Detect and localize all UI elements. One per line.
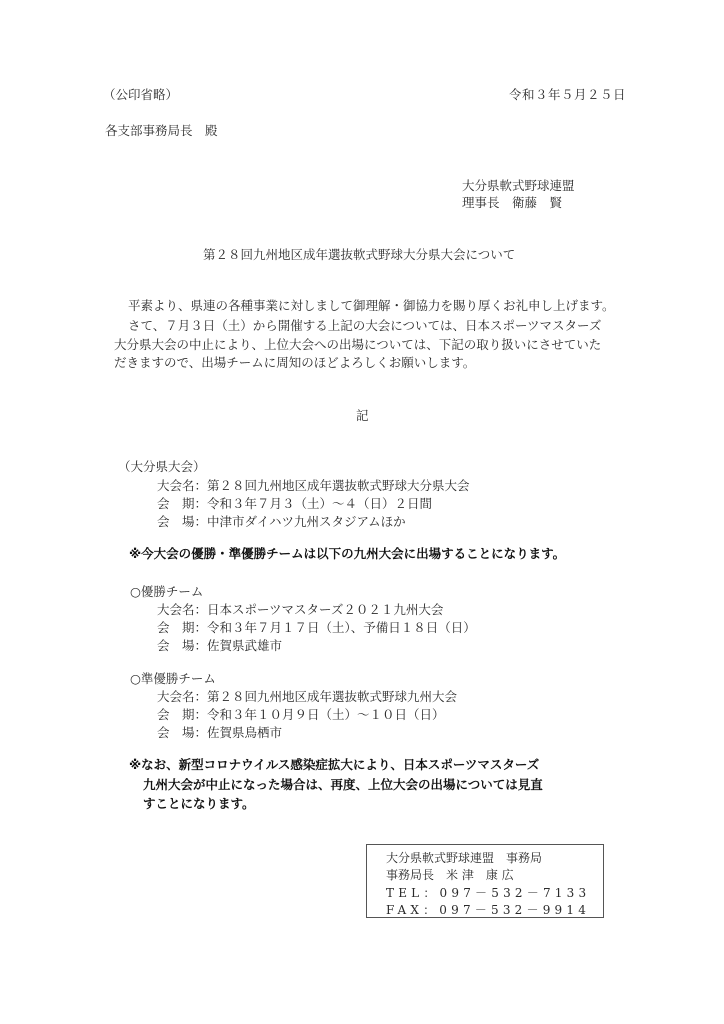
section-heading: （大分県大会） [118, 459, 206, 474]
contact-manager: 事務局長 米 津 康 広 [386, 868, 514, 882]
notice-qualification: ※今大会の優勝・準優勝チームは以下の九州大会に出場することになります。 [129, 546, 566, 561]
seal-omitted-note: （公印省略） [103, 87, 179, 102]
document-date: 令和３年５月２５日 [509, 87, 627, 102]
tournament-period: 会 期：令和３年７月１７日（土）、予備日１８日（日） [157, 620, 476, 635]
tournament-venue: 会 場：中津市ダイハツ九州スタジアムほか [157, 514, 406, 529]
notice-line: ※なお、新型コロナウイルス感染症拡大により、日本スポーツマスターズ [129, 757, 540, 772]
tournament-period: 会 期：令和３年１０月９日（土）～１０日（日） [157, 707, 445, 722]
addressee: 各支部事務局長 殿 [105, 123, 218, 138]
document-title: 第２８回九州地区成年選抜軟式野球大分県大会について [203, 247, 516, 262]
body-line: だきますので、出場チームに周知のほどよろしくお願いします。 [114, 355, 476, 370]
body-line: 平素より、県連の各種事業に対しまして御理解・御協力を賜り厚くお礼申し上げます。 [128, 298, 615, 313]
notice-line: 九州大会が中止になった場合は、再度、上位大会の出場については見直 [143, 777, 543, 792]
body-line: さて、７月３日（土）から開催する上記の大会については、日本スポーツマスターズ [128, 318, 602, 333]
section-heading: ○優勝チーム [130, 584, 204, 599]
contact-office: 大分県軟式野球連盟 事務局 [386, 851, 543, 865]
contact-box [366, 844, 604, 918]
tournament-period: 会 期：令和３年７月３（土）～４（日）２日間 [157, 496, 433, 511]
contact-fax: FAX：097－532－9914 [386, 903, 591, 917]
sender-organization: 大分県軟式野球連盟 [462, 178, 575, 193]
body-line: 大分県大会の中止により、上位大会への出場については、下記の取り扱いにさせていた [114, 337, 602, 352]
tournament-venue: 会 場：佐賀県鳥栖市 [157, 725, 283, 740]
tournament-name: 大会名：第２８回九州地区成年選抜軟式野球大分県大会 [157, 478, 470, 493]
tournament-name: 大会名：第２８回九州地区成年選抜軟式野球九州大会 [157, 689, 458, 704]
ki-heading: 記 [356, 408, 369, 423]
section-heading: ○準優勝チーム [130, 671, 216, 686]
tournament-name: 大会名：日本スポーツマスターズ２０２１九州大会 [157, 602, 444, 617]
contact-tel: TEL：097－532－7133 [386, 886, 591, 900]
sender-title: 理事長 衛藤 賢 [462, 195, 563, 210]
tournament-venue: 会 場：佐賀県武雄市 [157, 638, 283, 653]
notice-line: すことになります。 [143, 796, 255, 811]
